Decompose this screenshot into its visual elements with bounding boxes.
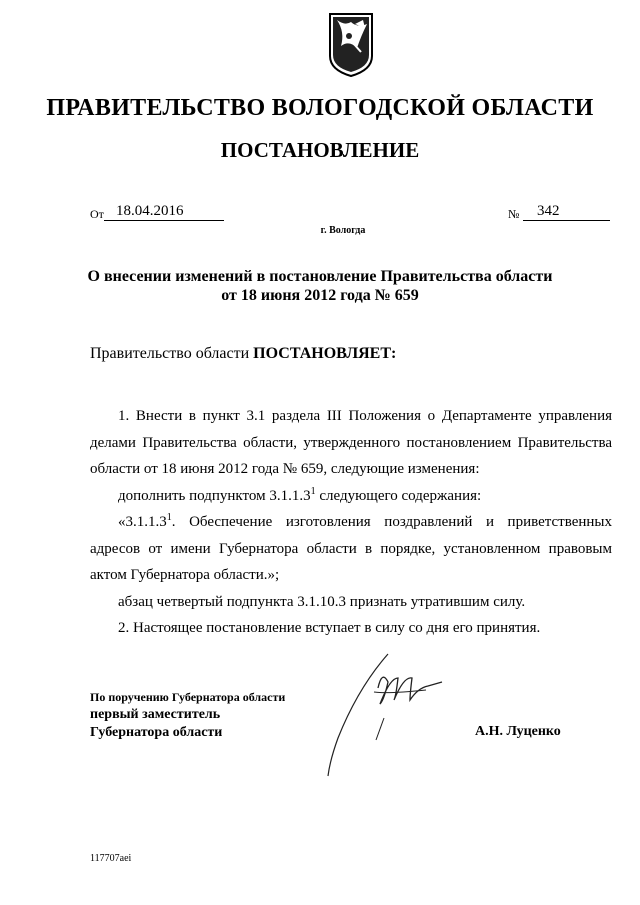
document-number: 342 bbox=[523, 202, 610, 221]
signatory-name: А.Н. Луценко bbox=[475, 724, 561, 739]
signatory-line-3: Губернатора области bbox=[90, 725, 223, 740]
date-label: От bbox=[90, 207, 104, 221]
coat-of-arms-icon bbox=[327, 12, 375, 78]
paragraph-2-tail: следующего содержания: bbox=[315, 487, 482, 504]
signatory-line-2: первый заместитель bbox=[90, 707, 221, 722]
document-code: 117707aei bbox=[90, 853, 132, 864]
subject-line-1: О внесении изменений в постановление Правительства области bbox=[87, 268, 553, 285]
paragraph-3-sup: 1 bbox=[166, 512, 172, 523]
document-body bbox=[90, 403, 612, 642]
paragraph-2-sup: 1 bbox=[310, 485, 316, 497]
handwritten-signature-icon bbox=[318, 648, 448, 780]
city: г. Вологда bbox=[320, 225, 366, 236]
decree-keyword: ПОСТАНОВЛЯЕТ: bbox=[253, 345, 397, 362]
number-label: № bbox=[508, 207, 520, 221]
decree-prefix: Правительство области bbox=[90, 345, 254, 362]
paragraph-4: абзац четвертый подпункта 3.1.10.3 признать утратившим силу. bbox=[118, 593, 526, 610]
paragraph-3-text: «3.1.1.3 bbox=[118, 514, 167, 530]
org-title: ПРАВИТЕЛЬСТВО ВОЛОГОДСКОЙ ОБЛАСТИ bbox=[46, 95, 594, 121]
paragraph-2-text: дополнить подпунктом 3.1.1.3 bbox=[118, 487, 311, 504]
paragraph-3 bbox=[90, 509, 612, 589]
document-type: ПОСТАНОВЛЕНИЕ bbox=[220, 138, 420, 162]
signatory-block bbox=[90, 688, 285, 742]
paragraph-3-tail: . Обеспечение изготовления поздравлений и приветственных адресов от имени Губернатора области в порядке, установленном правовым актом Губернатора области.»; bbox=[90, 514, 612, 583]
paragraph-5: 2. Настоящее постановление вступает в силу со дня его принятия. bbox=[118, 620, 541, 636]
decree-statement bbox=[90, 345, 396, 363]
subject-line-2: от 18 июня 2012 года № 659 bbox=[221, 287, 419, 304]
signatory-line-1: По поручению Губернатора области bbox=[90, 690, 286, 704]
paragraph-1: 1. Внести в пункт 3.1 раздела III Положения о Департаменте управления делами Правительства области, утвержденного постановлением Правительства области от 18 июня 2012 года № 659, следующие изменения: bbox=[90, 408, 612, 477]
document-date: 18.04.2016 bbox=[104, 202, 224, 221]
document-subject bbox=[0, 267, 640, 305]
paragraph-2 bbox=[90, 483, 612, 510]
